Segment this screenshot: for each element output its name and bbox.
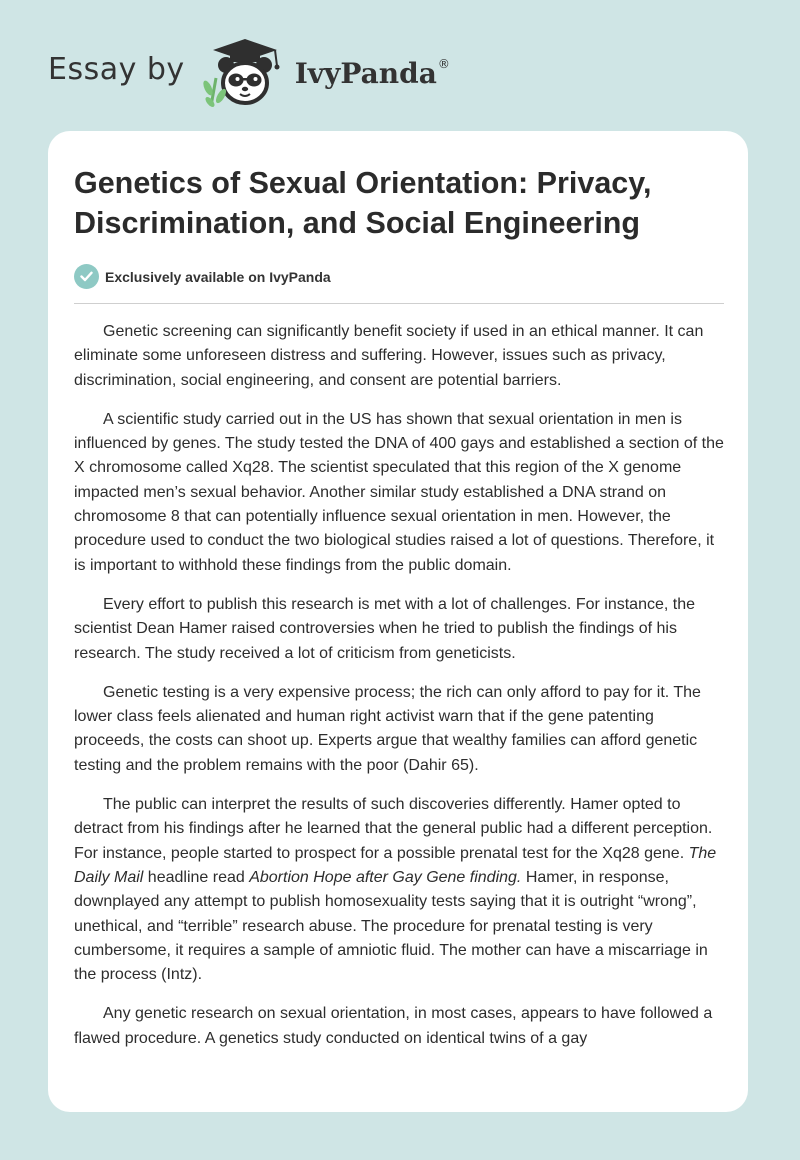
paragraph: Every effort to publish this research is met with a lot of challenges. For instance, the scientist Dean Hamer raised controversies when he tried to publish the findings of his research. The study received a lot of criticism from geneticists. bbox=[74, 595, 695, 662]
registered-mark: ® bbox=[437, 57, 450, 71]
site-header bbox=[48, 36, 450, 108]
paragraph bbox=[74, 793, 724, 987]
check-icon bbox=[80, 271, 93, 282]
paragraph-text: headline read bbox=[143, 868, 250, 886]
paragraph: A scientific study carried out in the US has shown that sexual orientation in men is influenced by genes. The study tested the DNA of 400 gays and established a section of the X chromosome called Xq28. The scientist speculated that this region of the X genome impacted men’s sexual behavior. Another similar study established a DNA strand on chromosome 8 that can potentially influence sexual orientation in men. However, the procedure used to conduct the two biological studies raised a lot of questions. Therefore, it is important to withhold these findings from the public domain. bbox=[74, 410, 724, 574]
essay-title: Genetics of Sexual Orientation: Privacy, Discrimination, and Social Engineering bbox=[74, 166, 652, 240]
divider bbox=[74, 303, 724, 304]
paragraph-text: Hamer, in response, downplayed any attempt to publish homosexuality tests saying that it is outright “wrong”, unethical, and “terrible” research abuse. The procedure for prenatal testing is very cumbersome, it requires a sample of amniotic fluid. The mother can have a miscarriage in the process (Intz). bbox=[74, 868, 708, 984]
exclusive-badge bbox=[74, 264, 331, 289]
paragraph: Genetic screening can significantly benefit society if used in an ethical manner. It can eliminate some unforeseen distress and suffering. However, issues such as privacy, discrimination, social engineering, and consent are potential barriers. bbox=[74, 323, 704, 389]
newspaper-name: The Daily Mail bbox=[74, 844, 717, 886]
check-badge bbox=[74, 264, 99, 289]
headline-quote: Abortion Hope after Gay Gene finding. bbox=[249, 868, 522, 886]
essay-card bbox=[48, 131, 748, 1112]
essay-by-label: Essay by bbox=[48, 51, 185, 87]
paragraph: Any genetic research on sexual orientation, in most cases, appears to have followed a flawed procedure. A genetics study conducted on identical twins of a gay bbox=[74, 1005, 713, 1047]
paragraph-text: The public can interpret the results of such discoveries differently. Hamer opted to detract from his findings after he learned that the general public had a different perception. For instance, people started to prospect for a possible prenatal test for the Xq28 gene. bbox=[74, 796, 713, 862]
paragraph: Genetic testing is a very expensive process; the rich can only afford to pay for it. The lower class feels alienated and human right activist warn that if the gene patenting proceeds, the costs can shoot up. Experts argue that wealthy families can afford genetic testing and the problem remains with the poor (Dahir 65). bbox=[74, 683, 701, 774]
brand-name[interactable]: IvyPanda bbox=[294, 56, 437, 90]
essay-body bbox=[74, 320, 724, 1066]
panda-graduate-icon[interactable] bbox=[199, 36, 291, 108]
exclusive-label: Exclusively available on IvyPanda bbox=[105, 268, 331, 285]
